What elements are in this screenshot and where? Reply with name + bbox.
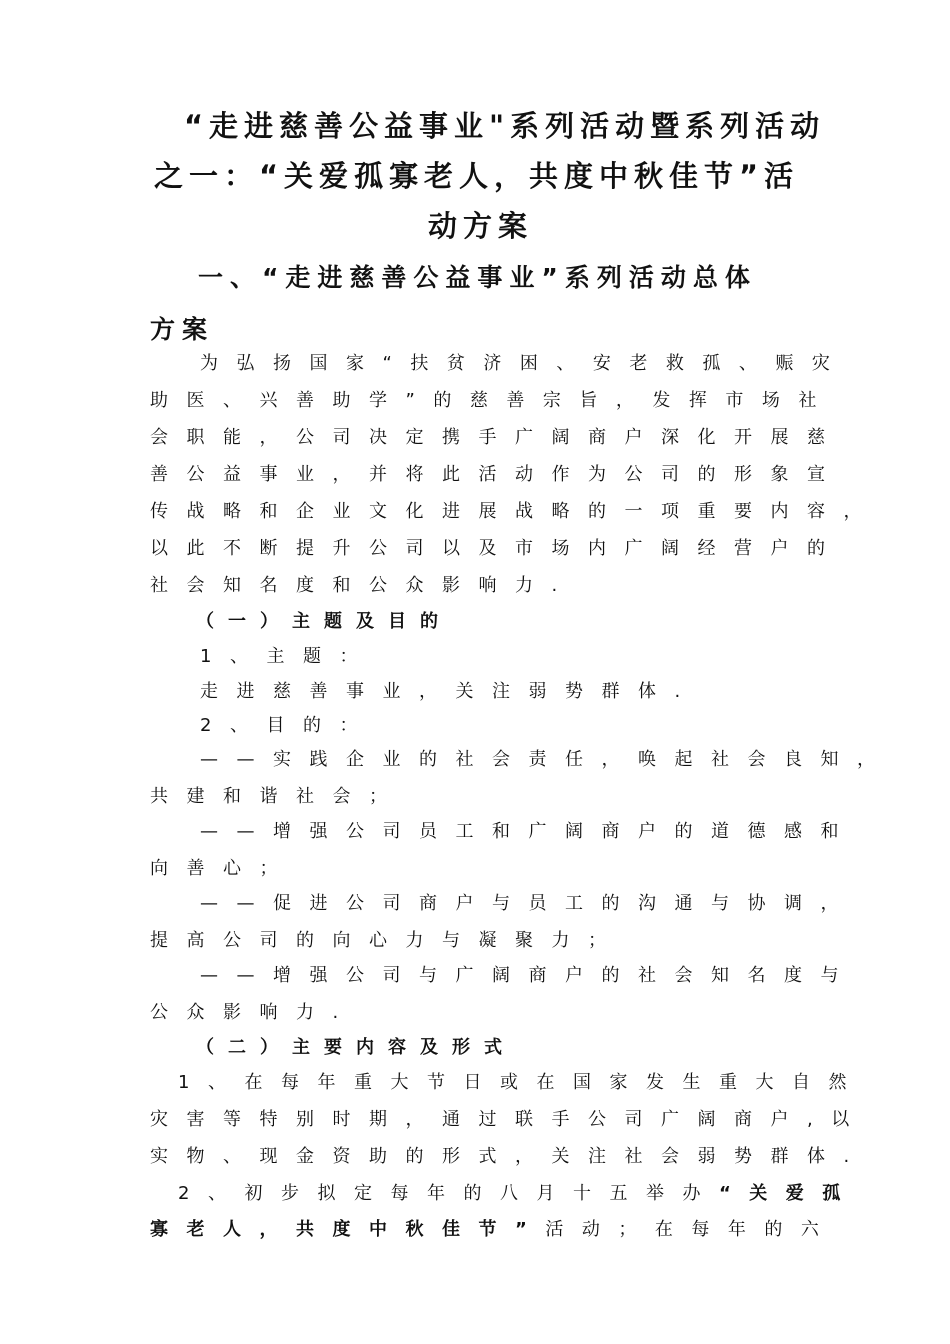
goal-label: 2、目的： [200, 715, 376, 736]
intro-line-6: 以此不断提升公司以及市场内广阔经营户的 [150, 538, 844, 559]
title-line-2: 之一：“关爱孤寡老人，共度中秋佳节”活 [154, 159, 800, 193]
title-line-3: 动方案 [428, 209, 534, 243]
section-heading-line-2: 方案 [150, 315, 215, 344]
goal-line-7: ——增强公司与广阔商户的社会知名度与 [200, 965, 857, 986]
intro-line-1: 为弘扬国家“扶贫济困、安老救孤、赈灾 [200, 353, 849, 374]
intro-line-3: 会职能，公司决定携手广阔商户深化开展慈 [150, 427, 844, 448]
intro-line-5: 传战略和企业文化进展战略的一项重要内容， [150, 501, 880, 522]
intro-line-7: 社会知名度和公众影响力. [150, 575, 576, 596]
section-heading-line-1: 一、“走进慈善公益事业”系列活动总体 [198, 263, 757, 292]
item2-line-1 [178, 1179, 859, 1205]
item2-tail: 活动；在每年的六 [545, 1219, 838, 1240]
subsection-heading-1: （一）主题及目的 [196, 611, 452, 632]
goal-line-4: 向善心； [150, 858, 296, 879]
content-line-1: 1、在每年重大节日或在国家发生重大自然 [178, 1072, 865, 1093]
goal-line-5: ——促进公司商户与员工的沟通与协调， [200, 893, 857, 914]
content-line-2: 灾害等特别时期，通过联手公司广阔商户,以 [150, 1109, 868, 1130]
theme-label: 1、主题： [200, 646, 376, 667]
goal-line-8: 公众影响力. [150, 1002, 357, 1023]
theme-text: 走进慈善事业，关注弱势群体. [200, 681, 699, 702]
title-line-1: “走进慈善公益事业"系列活动暨系列活动 [184, 109, 826, 143]
goal-line-2: 共建和谐社会； [150, 786, 406, 807]
goal-line-1: ——实践企业的社会责任，唤起社会良知， [200, 749, 894, 770]
item2-line-2 [150, 1215, 838, 1241]
goal-line-3: ——增强公司员工和广阔商户的道德感和 [200, 821, 857, 842]
item2-bold-2: 寡老人，共度中秋佳节” [150, 1219, 546, 1240]
item2-bold-1: “关爱孤 [718, 1183, 859, 1204]
intro-line-2: 助医、兴善助学”的慈善宗旨，发挥市场社 [150, 390, 835, 411]
goal-line-6: 提高公司的向心力与凝聚力； [150, 930, 625, 951]
content-line-3: 实物、现金资助的形式，关注社会弱势群体. [150, 1146, 868, 1167]
intro-line-4: 善公益事业，并将此活动作为公司的形象宣 [150, 464, 844, 485]
subsection-heading-2: （二）主要内容及形式 [196, 1037, 516, 1058]
item2-lead: 2、初步拟定每年的八月十五举办 [178, 1183, 719, 1204]
